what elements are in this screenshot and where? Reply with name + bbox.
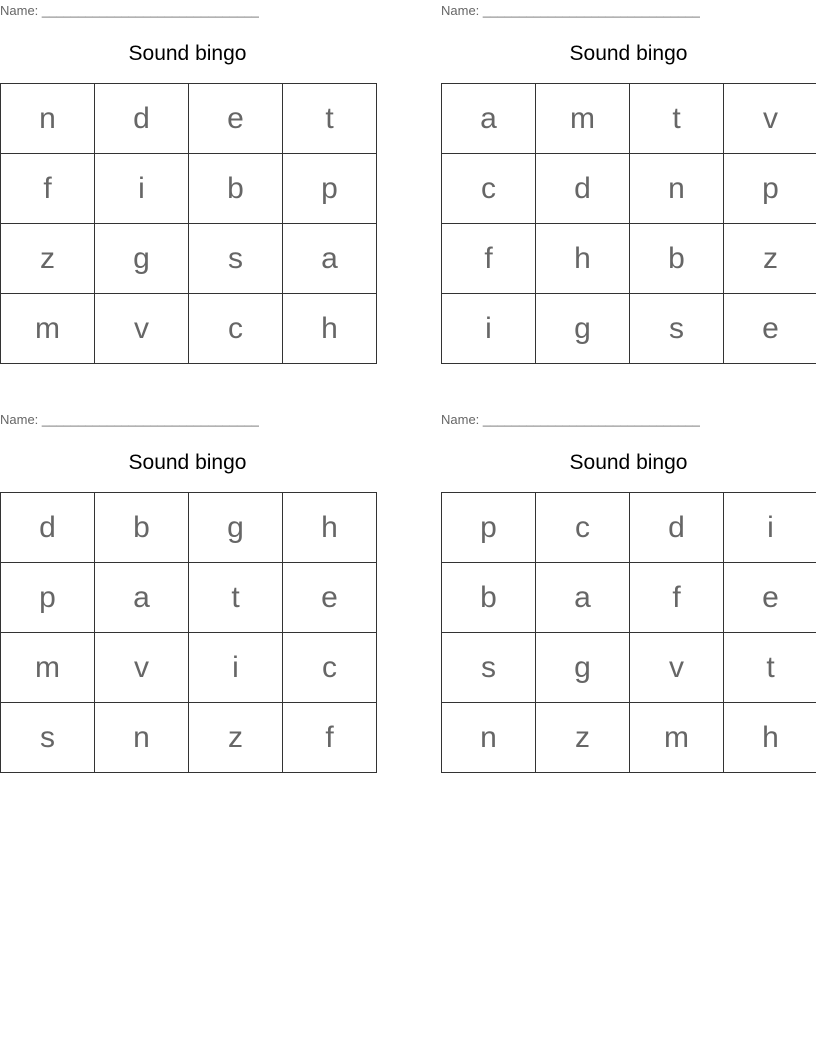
grid-cell: n [1, 84, 95, 154]
grid-row [1, 224, 377, 294]
grid-cell: t [189, 563, 283, 633]
name-label: Name: [0, 3, 39, 18]
grid-cell: p [724, 154, 816, 224]
grid-cell: t [724, 633, 816, 703]
grid-cell: p [442, 493, 536, 563]
grid-cell: i [724, 493, 816, 563]
grid-cell: v [95, 294, 189, 364]
grid-cell: v [95, 633, 189, 703]
grid-cell: p [1, 563, 95, 633]
grid-cell: i [442, 294, 536, 364]
grid-row [1, 84, 377, 154]
grid-row [442, 633, 816, 703]
grid-row [442, 563, 816, 633]
grid-cell: f [283, 703, 377, 773]
grid-cell: g [95, 224, 189, 294]
grid-cell: v [630, 633, 724, 703]
name-line [0, 412, 259, 427]
name-label: Name: [441, 3, 480, 18]
grid-cell: m [630, 703, 724, 773]
grid-cell: a [442, 84, 536, 154]
grid-cell: m [1, 633, 95, 703]
name-line [441, 3, 700, 18]
grid-cell: i [189, 633, 283, 703]
name-blank: ______________________________ [482, 412, 700, 427]
grid-cell: n [442, 703, 536, 773]
grid-row [442, 224, 816, 294]
grid-cell: e [189, 84, 283, 154]
bingo-card-2 [441, 0, 816, 364]
grid-cell: b [189, 154, 283, 224]
grid-cell: s [442, 633, 536, 703]
grid-cell: d [536, 154, 630, 224]
card-title: Sound bingo [569, 451, 688, 474]
grid-cell: b [442, 563, 536, 633]
grid-row [442, 84, 816, 154]
grid-cell: s [189, 224, 283, 294]
grid-cell: g [189, 493, 283, 563]
grid-cell: b [630, 224, 724, 294]
grid-cell: c [536, 493, 630, 563]
grid-cell: t [283, 84, 377, 154]
grid-row [442, 154, 816, 224]
grid-cell: v [724, 84, 816, 154]
grid-cell: c [283, 633, 377, 703]
grid-cell: i [95, 154, 189, 224]
grid-cell: h [283, 493, 377, 563]
bingo-grid [0, 492, 377, 773]
grid-cell: m [1, 294, 95, 364]
card-title: Sound bingo [128, 451, 247, 474]
grid-cell: s [1, 703, 95, 773]
card-title: Sound bingo [128, 42, 247, 65]
grid-cell: n [95, 703, 189, 773]
grid-cell: a [536, 563, 630, 633]
card-title: Sound bingo [569, 42, 688, 65]
grid-row [1, 154, 377, 224]
grid-row [442, 493, 816, 563]
bingo-card-3 [0, 409, 375, 773]
grid-row [1, 703, 377, 773]
grid-row [442, 703, 816, 773]
grid-cell: d [630, 493, 724, 563]
name-label: Name: [0, 412, 39, 427]
bingo-card-1 [0, 0, 375, 364]
grid-cell: f [1, 154, 95, 224]
grid-cell: s [630, 294, 724, 364]
grid-row [1, 493, 377, 563]
grid-cell: z [724, 224, 816, 294]
grid-cell: c [442, 154, 536, 224]
grid-cell: f [630, 563, 724, 633]
bingo-grid [0, 83, 377, 364]
grid-cell: g [536, 633, 630, 703]
bingo-card-4 [441, 409, 816, 773]
grid-cell: p [283, 154, 377, 224]
name-line [0, 3, 259, 18]
bingo-grid [441, 83, 816, 364]
grid-cell: z [536, 703, 630, 773]
grid-cell: e [724, 294, 816, 364]
grid-cell: h [724, 703, 816, 773]
grid-cell: t [630, 84, 724, 154]
grid-cell: b [95, 493, 189, 563]
grid-row [1, 633, 377, 703]
name-blank: ______________________________ [41, 3, 259, 18]
grid-cell: g [536, 294, 630, 364]
grid-row [442, 294, 816, 364]
name-blank: ______________________________ [482, 3, 700, 18]
grid-row [1, 294, 377, 364]
grid-cell: z [189, 703, 283, 773]
grid-cell: e [724, 563, 816, 633]
name-blank: ______________________________ [41, 412, 259, 427]
grid-cell: a [283, 224, 377, 294]
grid-cell: n [630, 154, 724, 224]
grid-cell: d [1, 493, 95, 563]
bingo-grid [441, 492, 816, 773]
grid-cell: e [283, 563, 377, 633]
grid-cell: a [95, 563, 189, 633]
grid-row [1, 563, 377, 633]
grid-cell: c [189, 294, 283, 364]
name-label: Name: [441, 412, 480, 427]
grid-cell: m [536, 84, 630, 154]
grid-cell: h [536, 224, 630, 294]
name-line [441, 412, 700, 427]
grid-cell: h [283, 294, 377, 364]
grid-cell: z [1, 224, 95, 294]
grid-cell: f [442, 224, 536, 294]
grid-cell: d [95, 84, 189, 154]
